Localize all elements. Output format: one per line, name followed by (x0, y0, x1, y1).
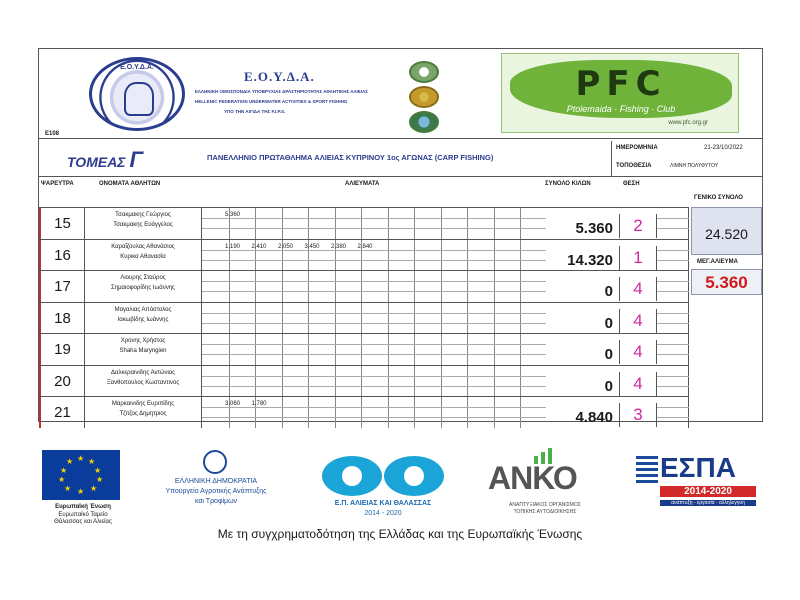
catch-grid (201, 271, 545, 302)
side-cells (657, 303, 689, 334)
greek-flag-icon (636, 456, 658, 486)
angler-name-2: Τσακμακης Ευάγγελος (113, 222, 173, 228)
org-line-2: HELLENIC FEDERATION UNDERWATER ACTIVITIES & SPORT FISHING (195, 99, 348, 104)
max-catch-label: ΜΕΓ.ΑΛΙΕΥΜΑ (697, 259, 738, 265)
angler-name-2: Shaha Maryngien (119, 348, 167, 354)
table-row (39, 270, 689, 302)
col-catches: ΑΛΙΕΥΜΑΤΑ (345, 181, 380, 187)
espa-logo: ΕΣΠΑ (660, 452, 736, 483)
total-kilos: 0 (604, 377, 613, 395)
eu-sub-2: Θάλασσας και Αλιείας (54, 519, 112, 525)
date-label: ΗΜΕΡΟΜΗΝΙΑ (616, 145, 658, 151)
table-row (39, 207, 689, 239)
results-sheet (38, 48, 763, 426)
pupil-left-icon (342, 466, 362, 486)
peg-number: 15 (39, 208, 85, 239)
sector-letter: Γ (129, 147, 143, 172)
gr-sub-1: Υπουργείο Αγροτικής Ανάπτυξης (165, 488, 267, 495)
catch-weight: 1.190 (224, 243, 240, 250)
catch-weight: 2.380 (330, 243, 346, 250)
catch-grid (201, 366, 545, 397)
pfc-logo-text: PFC (575, 64, 667, 104)
placement: 4 (619, 277, 657, 301)
total-kilos: 4.840 (575, 409, 613, 426)
angler-name-2: Κυρικα Αθανασία (120, 253, 166, 260)
pupil-right-icon (404, 466, 424, 486)
espa-years: 2014-2020 (660, 486, 756, 497)
org-line-1: ΕΛΛΗΝΙΚΗ ΟΜΟΣΠΟΝΔΙΑ ΥΠΟΒΡΥΧΙΑΣ ΔΡΑΣΤΗΡΙΟΤΗΤΑΣ ΑΘΛΗΤΙΚΗΣ ΑΛΙΕΙΑΣ (195, 89, 368, 94)
greek-emblem-icon (203, 450, 227, 474)
espa-tagline: ανάπτυξη - εργασία - αλληλεγγύη (660, 500, 756, 506)
badge-3-icon (409, 111, 439, 133)
side-cells (657, 208, 689, 239)
pfc-club-logo (501, 53, 739, 133)
total-kilos: 0 (604, 283, 613, 300)
table-row (39, 239, 689, 271)
org-title: Ε.Ο.Υ.Δ.Α. (244, 69, 315, 84)
angler-name-2: Ξανθοπουλος Κωσταντινος (106, 379, 180, 386)
placement: 4 (619, 309, 657, 333)
sector-word: ΤΟΜΕΑΣ (67, 154, 126, 170)
table-row (39, 333, 689, 365)
sector-title (67, 147, 143, 173)
column-header-row (39, 179, 762, 191)
pfc-url: www.pfc.org.gr (668, 120, 708, 126)
ep-fisheries-logo (318, 452, 448, 516)
angler-name-1: Χρονης Χρήστος (120, 338, 166, 344)
catch-weight: 2.840 (357, 243, 373, 250)
peg-number: 20 (39, 366, 85, 397)
catch-grid (201, 334, 545, 365)
peg-number: 16 (39, 240, 85, 271)
event-meta (611, 141, 762, 177)
side-cells (657, 334, 689, 365)
col-names: ΟΝΟΜΑΤΑ ΑΘΛΗΤΩΝ (99, 181, 161, 187)
total-kilos: 14.320 (567, 251, 613, 269)
date-value: 21-23/10/2022 (704, 145, 743, 151)
title-row (39, 141, 762, 177)
side-cells (657, 271, 689, 302)
catch-grid (201, 303, 545, 334)
angler-name-1: Λιουρης Σταύρος (120, 275, 166, 281)
poseidon-figure-icon (124, 82, 154, 116)
angler-name-2: Σημαιοφορίδης Ιωάννης (111, 285, 175, 291)
peg-number: 19 (39, 334, 85, 365)
placement: 3 (619, 403, 657, 427)
funding-logos (38, 446, 763, 526)
location-value: ΛΙΜΝΗ ΠΟΛΥΦΥΤΟΥ (670, 163, 719, 169)
total-kilos: 5.360 (575, 220, 613, 237)
grand-total-value: 24.520 (691, 207, 762, 255)
placement: 2 (619, 214, 657, 238)
angler-name-2: Ιακωβίδης Ιωάννης (117, 316, 169, 323)
catch-weight: 5.360 (224, 212, 240, 218)
total-kilos: 0 (604, 314, 613, 332)
org-line-3: ΥΠΟ ΤΗΝ ΑΙΓΙΔΑ ΤΗΣ F.I.P.S. (224, 109, 286, 114)
side-cells (657, 240, 689, 271)
angler-name-1: Καραΐζουλας Αθανάσιος (111, 243, 175, 250)
table-row (39, 365, 689, 397)
col-peg: ΨΑΡΕΥΤΡΑ (41, 181, 74, 187)
catch-weight: 3.060 (224, 401, 240, 407)
eu-title: Ευρωπαϊκή Ένωση (55, 504, 111, 510)
col-place: ΘΕΣΗ (623, 181, 640, 187)
side-cells (657, 366, 689, 397)
cofunding-statement: Με τη συγχρηματοδότηση της Ελλάδας και της Ευρωπαϊκής Ένωσης (217, 527, 583, 541)
grand-total-label: ΓΕΝΙΚΟ ΣΥΝΟΛΟ (694, 195, 743, 201)
side-cells (657, 397, 689, 428)
peg-number: 21 (39, 397, 85, 428)
col-total: ΣΥΝΟΛΟ ΚΙΛΩΝ (545, 181, 591, 187)
max-catch-value: 5.360 (691, 269, 762, 295)
catch-weight: 2.050 (277, 243, 293, 250)
angler-name-1: Μαγαλιας Απόστολος (114, 306, 172, 313)
catch-weight: 3.450 (304, 243, 320, 250)
championship-title: ΠΑΝΕΛΛΗΝΙΟ ΠΡΩΤΑΘΛΗΜΑ ΑΛΙΕΙΑΣ ΚΥΠΡΙΝΟΥ 1ος ΑΓΩΝΑΣ (CARP FISHING) (207, 153, 494, 162)
eu-flag-icon: ★ ★ ★ ★ ★ ★ ★ ★ ★ ★ (42, 450, 120, 500)
sheet-header (39, 49, 762, 139)
gr-title: ΕΛΛΗΝΙΚΗ ΔΗΜΟΚΡΑΤΙΑ (174, 478, 258, 485)
form-code: E108 (45, 131, 60, 137)
peg-number: 18 (39, 303, 85, 334)
anko-logo: ΑΝΚΟ (488, 460, 577, 496)
badge-2-icon (409, 86, 439, 108)
table-row (39, 396, 689, 428)
angler-name-1: Τσακμακης Γεώργιος (115, 212, 171, 218)
ep-years: 2014 - 2020 (364, 510, 402, 517)
badge-1-icon (409, 61, 439, 83)
placement: 4 (619, 340, 657, 364)
eu-sub-1: Ευρωπαϊκό Ταμείο (58, 512, 108, 518)
eouda-seal-logo (89, 57, 185, 131)
catch-weight: 1.780 (251, 401, 267, 407)
gr-sub-2: και Τροφίμων (194, 498, 238, 505)
catch-grid (201, 397, 545, 428)
angler-name-1: Μαρκαινιδης Ευριπίδης (111, 401, 175, 407)
catch-weight: 2.410 (251, 243, 267, 250)
peg-number: 17 (39, 271, 85, 302)
catch-grid (201, 208, 545, 239)
angler-name-1: Δαλκεραινιδης Αντώνιος (110, 369, 176, 376)
table-row (39, 302, 689, 334)
seal-text: Ε.Ο.Υ.Δ.Α. (120, 64, 154, 71)
placement: 1 (619, 246, 657, 270)
angler-name-2: Τζιτζος Δημητριος (119, 411, 167, 417)
anko-sub-1: ΑΝΑΠΤΥΞΙΑΚΟΣ ΟΡΓΑΝΙΣΜΟΣ (509, 502, 581, 508)
anko-sub-2: ΤΟΠΙΚΗΣ ΑΥΤΟΔΙΟΙΚΗΣΗΣ (513, 509, 577, 515)
total-kilos: 0 (604, 346, 613, 363)
placement: 4 (619, 372, 657, 396)
catch-grid (201, 240, 545, 271)
ep-title: Ε.Π. ΑΛΙΕΙΑΣ ΚΑΙ ΘΑΛΑΣΣΑΣ (334, 500, 432, 507)
pfc-logo-subtitle: Ptolemaida · Fishing · Club (566, 104, 676, 114)
location-label: ΤΟΠΟΘΕΣΙΑ (616, 163, 652, 169)
